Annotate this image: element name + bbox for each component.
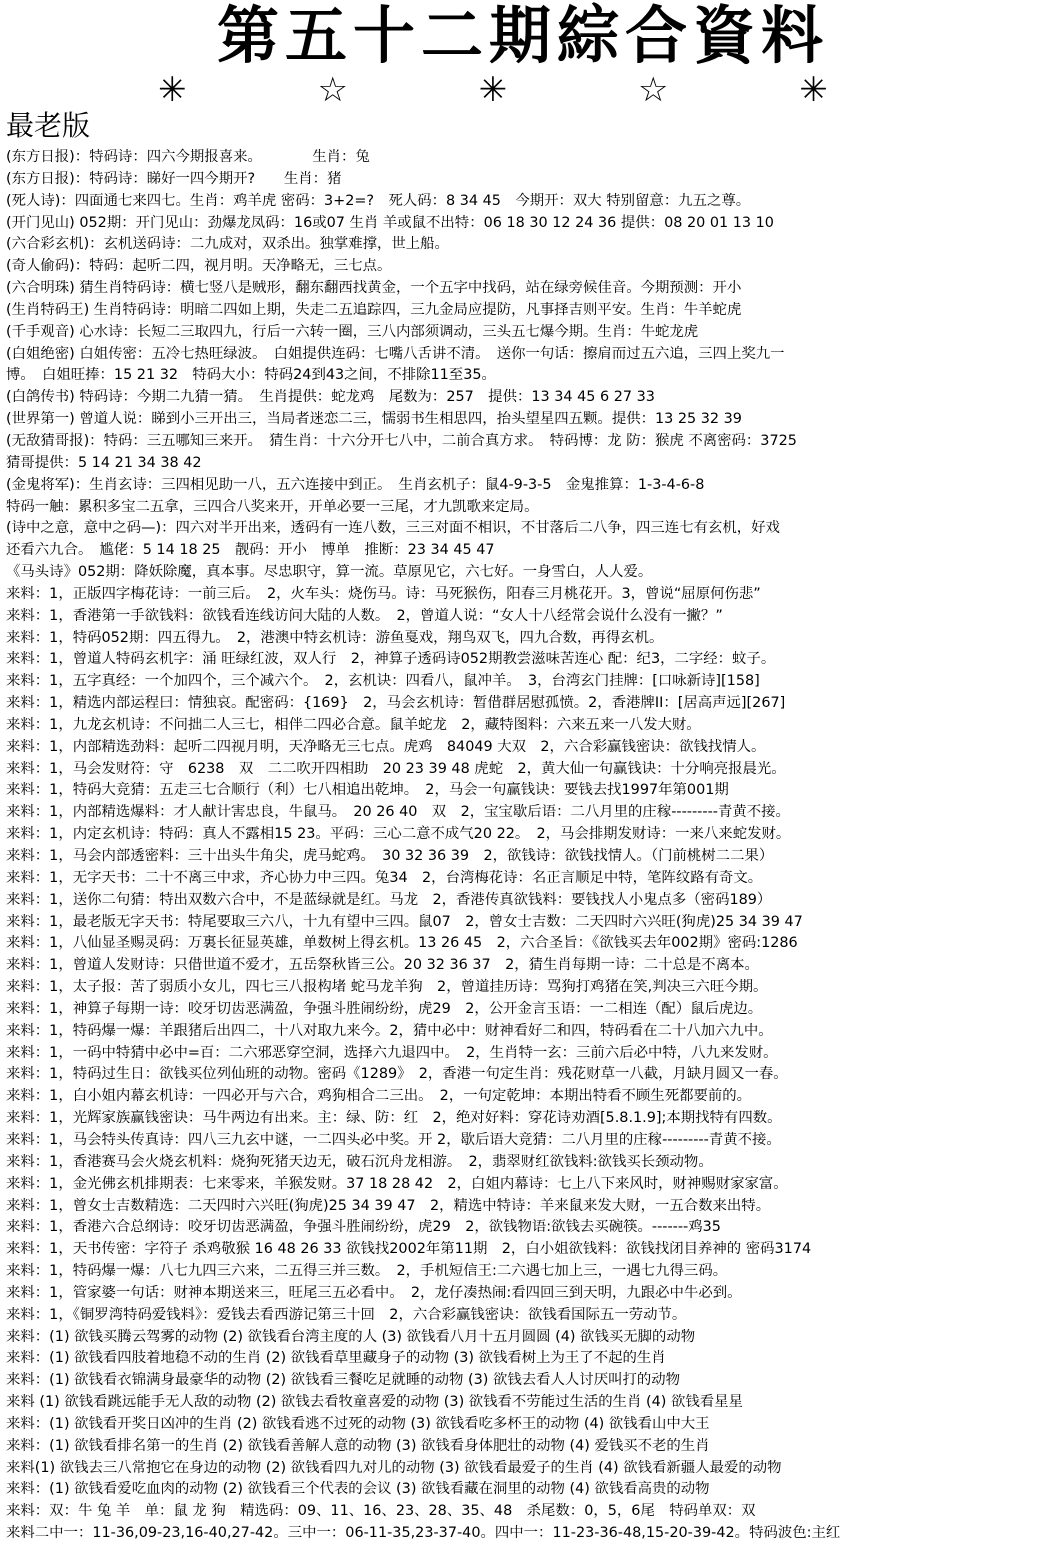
text-line: 来料：1，正版四字梅花诗：一前三后。 2，火车头：烧伤马。诗：马死猴伤，阳春三月桃花开。3，曾说“屈原何伤悲” (6, 585, 761, 602)
text-line: (死人诗)：四面通七来四七。生肖：鸡羊虎 密码：3+2=? 死人码：8 34 45 今期开：双大 特别留意：九五之尊。 (6, 192, 751, 209)
text-line: 来料：1，内定玄机诗：特码：真人不露相15 23。平码：三心二意不成气20 22。 2，马会排期发财诗：一来八来蛇发财。 (6, 826, 791, 843)
text-line: 来料：1，曾道人特码玄机字：涌 旺绿红波，双人行 2，神算子透码诗052期教尝滋味苦连心 配：纪3，二字经：蚊子。 (6, 651, 776, 668)
text-line: 来料：(1) 欲钱看四肢着地稳不动的生肖 (2) 欲钱看草里藏身子的动物 (3) 欲钱看树上为王了不起的生肖 (6, 1350, 666, 1367)
text-line: 来料：(1) 欲钱看衣锦满身最豪华的动物 (2) 欲钱看三餐吃足就睡的动物 (3) 欲钱去看人人讨厌叫打的动物 (6, 1372, 681, 1389)
text-line: 猜哥提供：5 14 21 34 38 42 (6, 454, 202, 471)
text-line: 来料：1，马会内部透密料：三十出头牛角尖，虎马蛇鸡。 30 32 36 39 2，欲钱诗：欲钱找情人。（门前桃树二二果） (6, 848, 774, 864)
text-line: 来料：1，特码大竞猜：五走三七合顺行（利）七八相追出乾坤。 2，马会一句赢钱诀：要钱去找1997年第001期 (6, 782, 729, 799)
text-line: 来料：1，管家婆一句话：财神本期送来三，旺尾三五必看中。 2，龙仔凑热闹:看四回三到天明，九跟必中牛必到。 (6, 1284, 742, 1301)
text-line: (世界第一) 曾道人说：睇到小三开出三，当局者迷恋二三，懦弱书生相思四，抬头望星四五颗。提供：13 25 32 39 (6, 411, 742, 428)
text-line: 来料：(1) 欲钱看爱吃血肉的动物 (2) 欲钱看三个代表的会议 (3) 欲钱看藏在洞里的动物 (4) 欲钱看高贵的动物 (6, 1481, 710, 1498)
text-line: 来料：1，特码052期：四五得九。 2，港澳中特玄机诗：游鱼戛戏，翔鸟双飞，四九合数，再得玄机。 (6, 629, 664, 646)
text-line: 来料 (1) 欲钱看跳远能手无人敌的动物 (2) 欲钱去看牧童喜爱的动物 (3) 欲钱看不劳能过生活的生肖 (4) 欲钱看星星 (6, 1394, 743, 1411)
text-line: 来料：1，《铜罗湾特码爱钱料》：爱钱去看西游记第三十回 2，六合彩赢钱密诀：欲钱看国际五一劳动节。 (6, 1306, 687, 1323)
text-line: 来料(1) 欲钱去三八常抱它在身边的动物 (2) 欲钱看四九对儿的动物 (3) 欲钱看最爱子的生肖 (4) 欲钱看新疆人最爱的动物 (6, 1459, 782, 1476)
text-line: (东方日报)：特码诗：四六今期报喜来。 生肖：兔 (6, 149, 370, 165)
text-line: 来料：1，一码中特猜中必中=百：二六邪恶穿空洞，选择六九退四中。 2，生肖特一玄：三前六后必中特，八九来发财。 (6, 1044, 778, 1061)
text-line: 博。 白姐旺捧：15 21 32 特码大小：特码24到43之间，不排除11至35。 (6, 367, 496, 384)
text-line: 来料：(1) 欲钱看排名第一的生肖 (2) 欲钱看善解人意的动物 (3) 欲钱看身体肥壮的动物 (4) 爱钱买不老的生肖 (6, 1437, 710, 1454)
text-line: 来料：1，特码爆一爆：羊跟猪后出四二，十八对取九来今。2，猜中必中：财神看好二和四，特码看在二十八加六九中。 (6, 1022, 773, 1039)
text-line: 来料：1，最老版无字天书：特尾要取三六八，十九有望中三四。鼠07 2，曾女士吉数：二天四时六兴旺(狗虎)25 34 39 47 (6, 913, 803, 930)
text-line: 《马头诗》052期：降妖除魔，真本事。尽忠职守，算一流。草原见它，六七好。一身雪白，人人爱。 (6, 564, 653, 581)
decorative-stars: ✳ ☆ ✳ ☆ ✳ (158, 70, 888, 110)
text-line: 来料二中一：11-36,09-23,16-40,27-42。三中一：06-11-35,23-37-40。四中一：11-23-36-48,15-20-39-42。特码波色:主红 (6, 1525, 841, 1542)
text-line: 来料：1，天书传密：字符子 杀鸡敬猴 16 48 26 33 欲钱找2002年第11期 2，白小姐欲钱料：欲钱找闭目养神的 密码3174 (6, 1241, 812, 1258)
text-line: 来料：1，马会特头传真诗：四八三九玄中谜，一二四头必中奖。开 2，歇后语大竞猜：二八月里的庄稼---------青黄不接。 (6, 1131, 781, 1148)
text-line: (奇人偷码)：特码：起听二四，视月明。天净略无，三七点。 (6, 258, 392, 275)
text-line: 来料：1，金光佛玄机排期表：七来零来，羊猴发财。37 18 28 42 2，白姐内幕诗：七上八下来风时，财神赐财家家富。 (6, 1175, 788, 1192)
text-line: (诗中之意，意中之码—)：四六对半开出来，透码有一连八数，三三对面不相识，不甘落后二八争，四三连七有玄机，好戏 (6, 520, 780, 537)
text-line: 来料：1，白小姐内幕玄机诗：一四必开与六合，鸡狗相合二三出。 2，一句定乾坤：本期出特看不顾生死都要前的。 (6, 1088, 752, 1105)
text-line: 来料：1，内部精选爆料：才人献计害忠良，牛鼠马。 20 26 40 双 2，宝宝歇后语：二八月里的庄稼---------青黄不接。 (6, 804, 790, 821)
text-line: 来料：1，内部精选劲料：起听二四视月明，天净略无三七点。虎鸡 84049 大双 2，六合彩赢钱密诀：欲钱找情人。 (6, 738, 766, 755)
text-line: 来料：1，特码过生日：欲钱买位列仙班的动物。密码《1289》 2，香港一句定生肖：残花财草一八截，月缺月圆又一春。 (6, 1066, 788, 1083)
text-line: 来料：(1) 欲钱买腾云驾雾的动物 (2) 欲钱看台湾主度的人 (3) 欲钱看八月十五月圆圆 (4) 欲钱买无脚的动物 (6, 1328, 696, 1345)
text-line: 来料：1，太子报：苦了弱质小女儿，四七三八报构堵 蛇马龙羊狗 2，曾道挂历诗：骂狗打鸡猪在笑,判决三六旺今期。 (6, 979, 768, 996)
edition-label: 最老版 (6, 109, 91, 142)
text-line: 来料：1，香港赛马会火烧玄机料：烧狗死猪天边无，破石沉舟龙相游。 2，翡翠财红欲钱料:欲钱买长颈动物。 (6, 1153, 713, 1170)
text-line: 来料：1，无字天书：二十不离三中求，齐心协力中三四。兔34 2，台湾梅花诗：名正言顺足中特，笔阵纹路有奇文。 (6, 869, 763, 886)
text-line: 来料：1，香港六合总纲诗：咬牙切齿恶满盈，争强斗胜闹纷纷，虎29 2，欲钱物语:欲钱去买碗筷。-------鸡35 (6, 1219, 721, 1236)
text-line: (开门见山) 052期：开门见山：劲爆龙凤码：16或07 生肖 羊或鼠不出特：06 18 30 12 24 36 提供：08 20 01 13 10 (6, 214, 774, 231)
text-line: (生肖特码王) 生肖特码诗：明暗二四如上期，失走二五追踪四，三九金局应提防，凡事择吉则平安。生肖：牛羊蛇虎 (6, 301, 742, 318)
text-line: (白鸽传书) 特码诗：今期二九猜一猜。 生肖提供：蛇龙鸡 尾数为：257 提供：13 34 45 6 27 33 (6, 389, 655, 406)
text-line: 来料：1，曾道人发财诗：只借世道不爱才，五岳祭秋皆三公。20 32 36 37 2，猜生肖每期一诗：二十总是不离本。 (6, 957, 759, 974)
content-lines (6, 147, 1042, 1545)
text-line: 来料：1，神算子每期一诗：咬牙切齿恶满盈，争强斗胜闹纷纷，虎29 2，公开金言玉语：一二相连（配）鼠后虎边。 (6, 1000, 763, 1017)
text-line: 来料：1，精选内部运程曰：情独哀。配密码：{169} 2，马会玄机诗：暂借群居慰孤愤。2，香港牌II：[居高声远][267] (6, 695, 786, 712)
text-line: (东方日报)：特码诗：睇好一四今期开? 生肖：猪 (6, 170, 342, 187)
text-line: 来料：1，马会发财符：守 6238 双 二二吹开四相助 20 23 39 48 虎蛇 2，黄大仙一句赢钱诀：十分响亮报晨光。 (6, 760, 786, 777)
text-line: 来料：双：牛 兔 羊 单：鼠 龙 狗 精选码：09、11、16、23、28、35、48 杀尾数：0，5，6尾 特码单双：双 (6, 1503, 756, 1520)
text-line: (六合明珠) 猜生肖特码诗：横七竖八是贼形，翻东翻西找黄金，一个五字中找码，站在绿旁候佳音。今期预测：开小 (6, 280, 742, 297)
text-line: 还看六九合。 尴佬：5 14 18 25 靓码：开小 博单 推断：23 34 45 47 (6, 542, 495, 559)
text-line: 来料：1，曾女士吉数精选：二天四时六兴旺(狗虎)25 34 39 47 2，精选中特诗：羊来鼠来发大财，一五合数来出特。 (6, 1197, 771, 1214)
text-line: (金鬼将军)：生肖玄诗：三四相见助一八，五六连接中到正。 生肖玄机子：鼠4-9-3-5 金鬼推算：1-3-4-6-8 (6, 476, 705, 493)
text-line: (白姐绝密) 白姐传密：五冷七热旺绿波。 白姐提供连码：七嘴八舌讲不清。 送你一句话：擦肩而过五六追，三四上奖九一 (6, 345, 785, 362)
text-line: 来料：(1) 欲钱看开奖日凶冲的生肖 (2) 欲钱看逃不过死的动物 (3) 欲钱看吃多杯王的动物 (4) 欲钱看山中大王 (6, 1415, 710, 1432)
text-line: 来料：1，香港第一手欲钱料：欲钱看连线访问大陆的人数。 2，曾道人说：“女人十八经常会说什么没有一撇？” (6, 607, 723, 624)
text-line: 来料：1，五字真经：一个加四个，三个减六个。 2，玄机诀：四看八，鼠冲羊。 3，台湾玄门挂牌：[口咏新诗][158] (6, 673, 760, 690)
text-line: (千手观音) 心水诗：长短二三取四九，行后一六转一圈，三八内部须调动，三头五七爆今期。生肖：牛蛇龙虎 (6, 323, 699, 340)
text-line: (无敌猜哥报)：特码：三五哪知三来开。 猜生肖：十六分开七八中，二前合真方求。 特码博：龙 防：猴虎 不离密码：3725 (6, 432, 797, 449)
page-title: 第五十二期綜合資料 (216, 0, 829, 72)
text-line: (六合彩玄机)：玄机送码诗：二九成对，双杀出。独掌难撑，世上船。 (6, 236, 449, 253)
text-line: 来料：1，光辉家族赢钱密诀：马牛两边有出来。主：绿、防：红 2，绝对好料：穿花诗劝酒[5.8.1.9];本期找特有四数。 (6, 1110, 782, 1127)
text-line: 来料：1，八仙显圣赐灵码：万裏长征显英雄，单数树上得玄机。13 26 45 2，六合圣旨：《欲钱买去年002期》密码:1286 (6, 935, 798, 952)
text-line: 特码一触：累积多宝二五拿，三四合八奖来开，开单必要一三尾，才九凯歌来定局。 (6, 498, 539, 515)
text-line: 来料：1，特码爆一爆：八七九四三六来，二五得三并三数。 2，手机短信王:二六遇七加上三，一遇七九得三码。 (6, 1263, 728, 1280)
text-line: 来料：1，九龙玄机诗：不问拙二人三七，相伴二四必合意。鼠羊蛇龙 2，藏特图料：六来五来一八发大财。 (6, 716, 701, 733)
text-line: 来料：1，送你二句猜：特出双数六合中，不是蓝绿就是红。马龙 2，香港传真欲钱料：要钱找人小鬼点多（密码189） (6, 891, 772, 908)
